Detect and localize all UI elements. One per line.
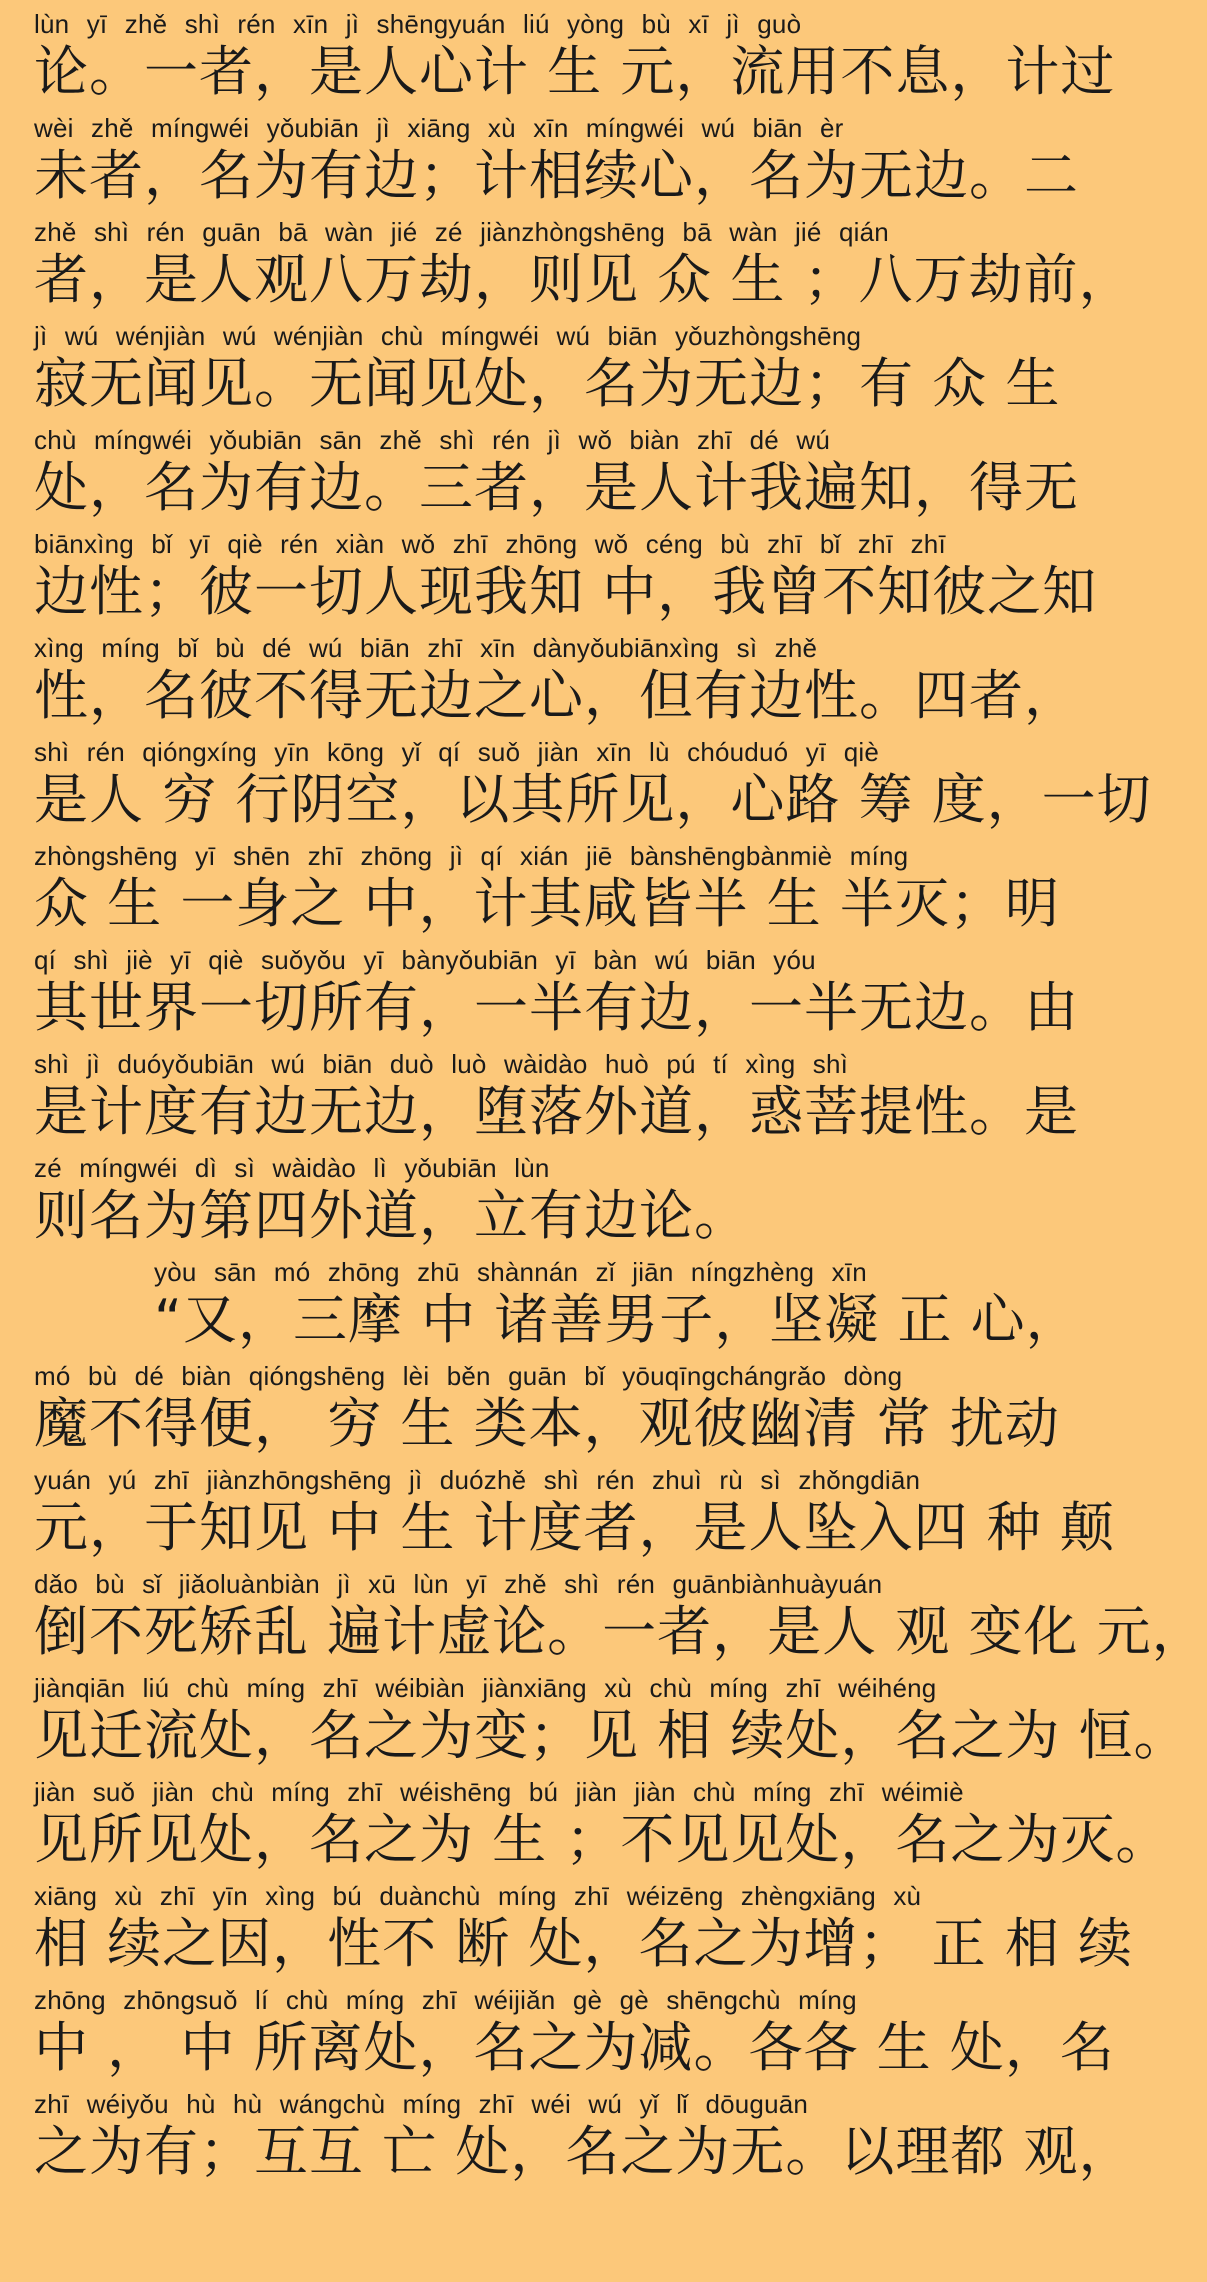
pinyin-annotation: chù míngwéi yǒubiān sān zhě shì rén jì wǒ biàn zhī dé wú bbox=[34, 425, 831, 455]
text-line bbox=[34, 2080, 1134, 2184]
text-line bbox=[34, 1248, 1081, 1352]
text-line bbox=[34, 1872, 1133, 1976]
chinese-text: 魔不得便， 穷 生 类本，观彼幽清 常 扰动 bbox=[34, 1392, 1060, 1455]
pinyin-annotation: dǎo bù sǐ jiǎoluànbiàn jì xū lùn yī zhě shì rén guānbiànhuàyuán bbox=[34, 1569, 883, 1599]
chinese-text: 其世界一切所有，一半有边，一半无边。由 bbox=[34, 976, 1079, 1039]
text-line bbox=[34, 832, 1060, 936]
text-line bbox=[34, 1144, 1046, 1248]
text-line bbox=[34, 416, 1079, 520]
text-line bbox=[34, 1976, 1115, 2080]
chinese-text: 相 续之因，性不 断 处，名之为增； 正 相 续 bbox=[34, 1912, 1133, 1975]
chinese-text: 未者，名为有边；计相续心，名为无边。二 bbox=[34, 144, 1079, 207]
text-line bbox=[34, 1664, 1189, 1768]
chinese-text: 寂无闻见。无闻见处，名为无边；有 众 生 bbox=[34, 352, 1061, 415]
pinyin-annotation: shì jì duóyǒubiān wú biān duò luò wàidào huò pú tí xìng shì bbox=[34, 1049, 849, 1079]
pinyin-annotation: qí shì jiè yī qiè suǒyǒu yī bànyǒubiān yī bàn wú biān yóu bbox=[34, 945, 816, 975]
chinese-text: 众 生 一身之 中，计其咸皆半 生 半灭；明 bbox=[34, 872, 1060, 935]
chinese-text: 是计度有边无边，堕落外道，惑菩提性。是 bbox=[34, 1080, 1079, 1143]
chinese-text: 性，名彼不得无边之心，但有边性。四者， bbox=[34, 664, 1079, 727]
pinyin-annotation: xìng míng bǐ bù dé wú biān zhī xīn dànyǒubiānxìng sì zhě bbox=[34, 633, 818, 663]
chinese-text: 之为有；互互 亡 处，名之为无。以理都 观， bbox=[34, 2120, 1134, 2183]
pinyin-annotation: shì rén qióngxíng yīn kōng yǐ qí suǒ jiàn xīn lù chóuduó yī qiè bbox=[34, 737, 880, 767]
text-line bbox=[34, 728, 1152, 832]
chinese-text: 见迁流处，名之为变；见 相 续处，名之为 恒。 bbox=[34, 1704, 1189, 1767]
pinyin-annotation: jiàn suǒ jiàn chù míng zhī wéishēng bú jiàn jiàn chù míng zhī wéimiè bbox=[34, 1777, 964, 1807]
pinyin-annotation: yuán yú zhī jiànzhōngshēng jì duózhě shì rén zhuì rù sì zhǒngdiān bbox=[34, 1465, 921, 1495]
chinese-text: 元，于知见 中 生 计度者，是人坠入四 种 颠 bbox=[34, 1496, 1115, 1559]
pinyin-annotation: lùn yī zhě shì rén xīn jì shēngyuán liú yòng bù xī jì guò bbox=[34, 9, 802, 39]
pinyin-annotation: zhī wéiyǒu hù hù wángchù míng zhī wéi wú yǐ lǐ dōuguān bbox=[34, 2089, 809, 2119]
pinyin-annotation: jì wú wénjiàn wú wénjiàn chù míngwéi wú biān yǒuzhòngshēng bbox=[34, 321, 862, 351]
pinyin-annotation: wèi zhě míngwéi yǒubiān jì xiāng xù xīn míngwéi wú biān èr bbox=[34, 113, 844, 143]
chinese-text: “又，三摩 中 诸善男子，坚凝 正 心， bbox=[154, 1288, 1081, 1351]
text-line bbox=[34, 104, 1079, 208]
chinese-text: 论。一者，是人心计 生 元，流用不息，计过 bbox=[34, 40, 1116, 103]
chinese-text: 处，名为有边。三者，是人计我遍知，得无 bbox=[34, 456, 1079, 519]
chinese-text: 者，是人观八万劫，则见 众 生 ；八万劫前， bbox=[34, 248, 1134, 311]
chinese-text: 则名为第四外道，立有边论。 bbox=[34, 1184, 749, 1247]
text-line bbox=[34, 936, 1079, 1040]
text-line bbox=[34, 1352, 1060, 1456]
pinyin-annotation: zhòngshēng yī shēn zhī zhōng jì qí xián jiē bànshēngbànmiè míng bbox=[34, 841, 909, 871]
text-line bbox=[34, 1456, 1115, 1560]
chinese-text: 边性；彼一切人现我知 中，我曾不知彼之知 bbox=[34, 560, 1098, 623]
chinese-text: 见所见处，名之为 生 ；不见见处，名之为灭。 bbox=[34, 1808, 1171, 1871]
chinese-text: 中 ， 中 所离处，名之为减。各各 生 处，名 bbox=[34, 2016, 1115, 2079]
pinyin-annotation: zhōng zhōngsuǒ lí chù míng zhī wéijiǎn gè gè shēngchù míng bbox=[34, 1985, 857, 2015]
text-line bbox=[34, 1040, 1079, 1144]
pinyin-annotation: zhě shì rén guān bā wàn jié zé jiànzhòngshēng bā wàn jié qián bbox=[34, 217, 889, 247]
text-line bbox=[34, 312, 1061, 416]
text-line bbox=[34, 520, 1098, 624]
text-line bbox=[34, 208, 1134, 312]
text-line bbox=[34, 1560, 1207, 1664]
text-line bbox=[34, 624, 1079, 728]
text-line bbox=[34, 1768, 1171, 1872]
pinyin-annotation: yòu sān mó zhōng zhū shànnán zǐ jiān níngzhèng xīn bbox=[154, 1257, 867, 1287]
pinyin-annotation: mó bù dé biàn qióngshēng lèi běn guān bǐ yōuqīngchángrǎo dòng bbox=[34, 1361, 903, 1391]
pinyin-annotation: zé míngwéi dì sì wàidào lì yǒubiān lùn bbox=[34, 1153, 550, 1183]
pinyin-annotation: xiāng xù zhī yīn xìng bú duànchù míng zhī wéizēng zhèngxiāng xù bbox=[34, 1881, 922, 1911]
pinyin-annotation: jiànqiān liú chù míng zhī wéibiàn jiànxiāng xù chù míng zhī wéihéng bbox=[34, 1673, 937, 1703]
chinese-text: 倒不死矫乱 遍计虚论。一者，是人 观 变化 元， bbox=[34, 1600, 1207, 1663]
pinyin-annotation: biānxìng bǐ yī qiè rén xiàn wǒ zhī zhōng wǒ céng bù zhī bǐ zhī zhī bbox=[34, 529, 946, 559]
chinese-text: 是人 穷 行阴空，以其所见，心路 筹 度，一切 bbox=[34, 768, 1152, 831]
text-line bbox=[34, 0, 1116, 104]
